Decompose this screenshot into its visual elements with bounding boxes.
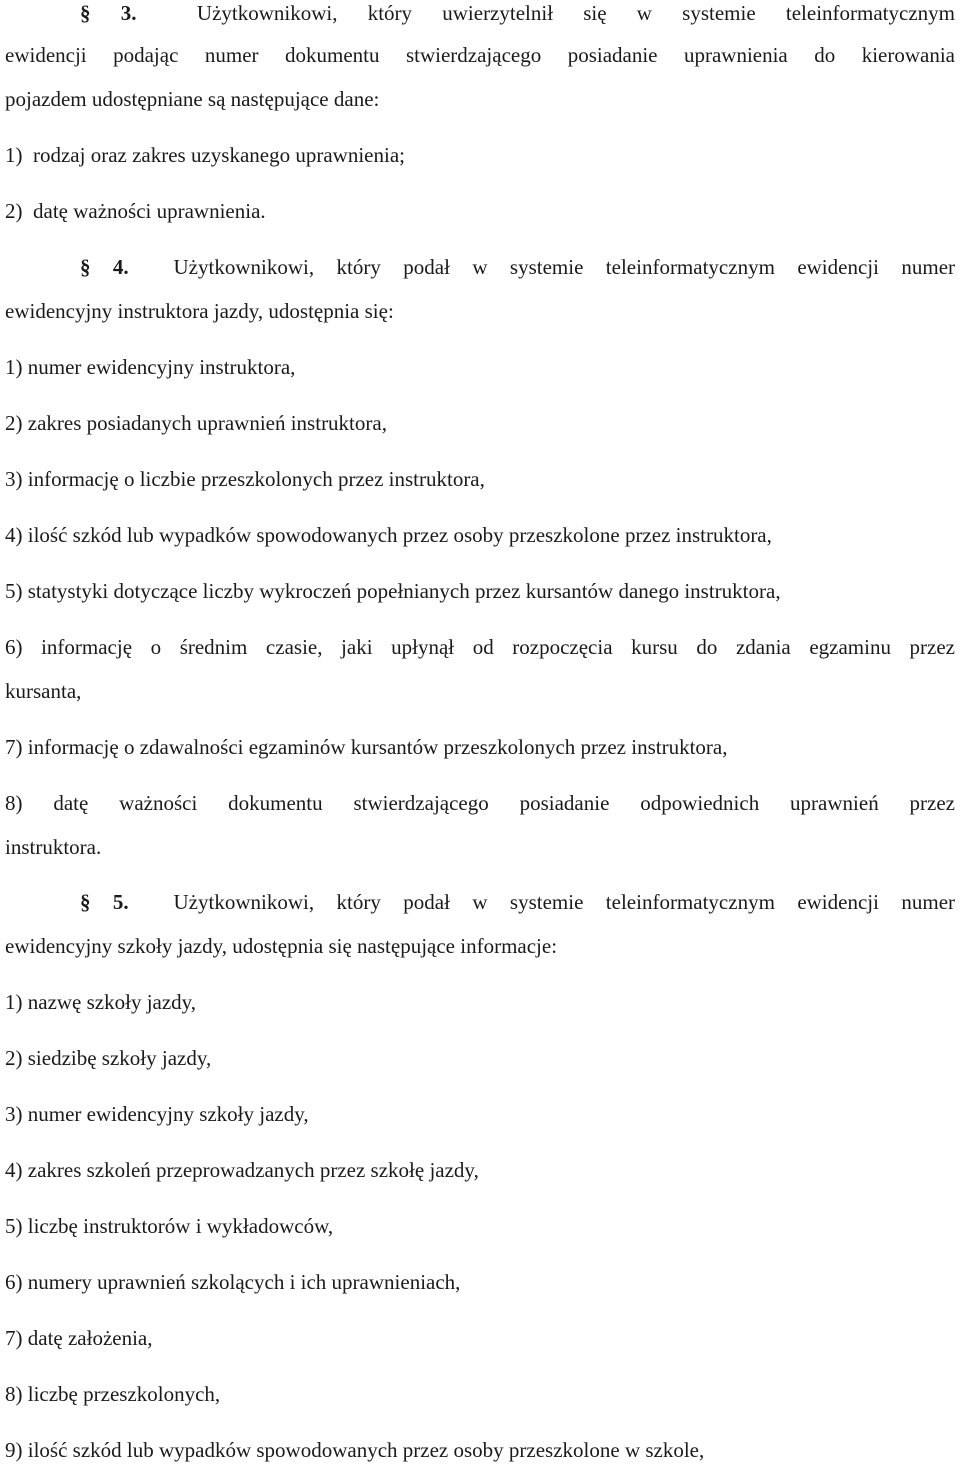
section-4-item: 1) numer ewidencyjny instruktora,: [5, 355, 296, 379]
section-3-continuation: pojazdem udostępniane są następujące dane:: [5, 87, 380, 111]
section-4-item: 8) datę ważności dokumentu stwierdzającego posiadanie odpowiednich uprawnień przez: [5, 791, 955, 815]
section-5-item: 1) nazwę szkoły jazdy,: [5, 990, 197, 1014]
section-4-item: 5) statystyki dotyczące liczby wykroczeń popełnianych przez kursantów danego instruktora,: [5, 579, 781, 603]
section-5-item: 9) ilość szkód lub wypadków spowodowanych przez osoby przeszkolone w szkole,: [5, 1438, 705, 1462]
section-4-item-continuation: kursanta,: [5, 679, 82, 703]
section-4-lead-text: Użytkownikowi, który podał w systemie teleinformatycznym ewidencji numer: [173, 255, 956, 279]
section-5-lead-text: Użytkownikowi, który podał w systemie teleinformatycznym ewidencji numer: [173, 890, 956, 914]
section-3-continuation: ewidencji podając numer dokumentu stwierdzającego posiadanie uprawnienia do kierowania: [5, 43, 955, 67]
section-3-number: § 3.: [80, 1, 137, 25]
section-3-lead-text: Użytkownikowi, który uwierzytelnił się w systemie teleinformatycznym: [196, 1, 955, 25]
section-4-item: 7) informację o zdawalności egzaminów kursantów przeszkolonych przez instruktora,: [5, 735, 728, 759]
section-5-heading: [80, 889, 955, 915]
section-5-item: 6) numery uprawnień szkolących i ich uprawnieniach,: [5, 1270, 461, 1294]
section-5-number: § 5.: [80, 890, 129, 914]
section-4-item: 4) ilość szkód lub wypadków spowodowanych przez osoby przeszkolone przez instruktora,: [5, 523, 772, 547]
section-3-item: 1) rodzaj oraz zakres uzyskanego uprawnienia;: [5, 143, 405, 167]
section-5-item: 7) datę założenia,: [5, 1326, 153, 1350]
section-4-item: 3) informację o liczbie przeszkolonych przez instruktora,: [5, 467, 485, 491]
section-4-item: 2) zakres posiadanych uprawnień instruktora,: [5, 411, 387, 435]
section-3-heading: [80, 0, 955, 26]
section-5-item: 4) zakres szkoleń przeprowadzanych przez szkołę jazdy,: [5, 1158, 479, 1182]
section-5-item: 3) numer ewidencyjny szkoły jazdy,: [5, 1102, 309, 1126]
section-5-continuation: ewidencyjny szkoły jazdy, udostępnia się następujące informacje:: [5, 934, 558, 958]
section-4-heading: [80, 254, 955, 280]
section-4-continuation: ewidencyjny instruktora jazdy, udostępnia się:: [5, 299, 394, 323]
section-5-item: 8) liczbę przeszkolonych,: [5, 1382, 221, 1406]
section-3-item: 2) datę ważności uprawnienia.: [5, 199, 266, 223]
section-4-number: § 4.: [80, 255, 129, 279]
section-4-item-continuation: instruktora.: [5, 835, 102, 859]
section-4-item: 6) informację o średnim czasie, jaki upłynął od rozpoczęcia kursu do zdania egzaminu przez: [5, 635, 955, 659]
section-5-item: 2) siedzibę szkoły jazdy,: [5, 1046, 212, 1070]
section-5-item: 5) liczbę instruktorów i wykładowców,: [5, 1214, 334, 1238]
